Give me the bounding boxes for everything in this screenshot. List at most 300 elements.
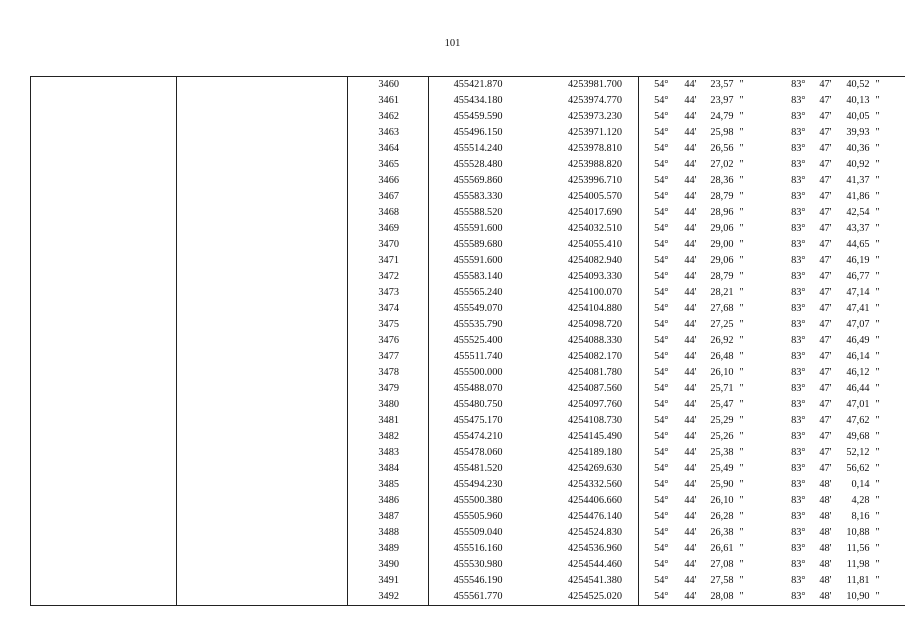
longitude-seconds-mark-cell: " <box>874 493 905 509</box>
longitude-minutes-cell: 47' <box>819 463 832 474</box>
longitude-seconds-cell: 40,36 <box>846 143 870 154</box>
point-number-cell: 3479 <box>348 381 429 397</box>
x-coordinate-cell: 455569.860 <box>453 175 503 186</box>
longitude-seconds-cell: 47,14 <box>846 287 870 298</box>
y-coordinate-cell: 4253996.710 <box>526 173 639 189</box>
y-coordinate-cell: 4254098.720 <box>526 317 639 333</box>
latitude-seconds-mark-cell: " <box>739 559 744 570</box>
longitude-degrees-cell: 83° <box>791 463 806 474</box>
latitude-seconds-mark-cell: " <box>739 447 744 458</box>
y-coordinate-cell: 4254088.330 <box>526 333 639 349</box>
longitude-seconds-mark-cell: " <box>874 173 905 189</box>
empty-cell-b <box>177 253 348 269</box>
table-row <box>31 413 905 429</box>
latitude-seconds-mark-cell: " <box>739 111 744 122</box>
point-number-cell: 3486 <box>348 493 429 509</box>
x-coordinate-cell: 455505.960 <box>453 511 503 522</box>
longitude-minutes-cell: 47' <box>819 239 832 250</box>
longitude-seconds-mark-cell: " <box>874 221 905 237</box>
empty-cell-a <box>31 77 177 94</box>
empty-cell-b <box>177 333 348 349</box>
latitude-degrees-cell: 54° <box>639 589 672 606</box>
empty-cell-a <box>31 365 177 381</box>
longitude-seconds-mark-cell: " <box>874 93 905 109</box>
latitude-seconds-mark-cell: " <box>739 95 744 106</box>
latitude-degrees-cell: 54° <box>654 431 669 442</box>
y-coordinate-cell: 4254524.830 <box>526 525 639 541</box>
latitude-seconds-mark-cell: " <box>739 207 744 218</box>
table-row <box>31 285 905 301</box>
longitude-degrees-cell: 83° <box>791 575 806 586</box>
latitude-minutes-cell: 44' <box>684 143 697 154</box>
y-coordinate-cell: 4254055.410 <box>526 237 639 253</box>
empty-cell-a <box>31 301 177 317</box>
longitude-seconds-mark-cell: " <box>874 141 905 157</box>
latitude-seconds-mark-cell: " <box>738 77 775 94</box>
latitude-minutes-cell: 44' <box>684 351 697 362</box>
longitude-seconds-cell: 40,92 <box>846 159 870 170</box>
latitude-degrees-cell: 54° <box>654 351 669 362</box>
latitude-seconds-cell: 27,08 <box>710 559 734 570</box>
longitude-seconds-cell: 8,16 <box>851 511 870 522</box>
latitude-seconds-mark-cell: " <box>739 399 744 410</box>
table-row <box>31 557 905 573</box>
latitude-seconds-cell: 24,79 <box>710 111 734 122</box>
empty-cell-b <box>177 93 348 109</box>
point-number-cell: 3490 <box>348 557 429 573</box>
latitude-seconds-cell: 27,68 <box>710 303 734 314</box>
longitude-minutes-cell: 47' <box>819 175 832 186</box>
latitude-degrees-cell: 54° <box>654 575 669 586</box>
longitude-degrees-cell: 83° <box>791 255 806 266</box>
empty-cell-a <box>31 349 177 365</box>
empty-cell-a <box>31 461 177 477</box>
empty-cell-a <box>31 413 177 429</box>
longitude-minutes-cell: 47' <box>819 335 832 346</box>
longitude-seconds-mark-cell: " <box>874 253 905 269</box>
longitude-minutes-cell: 47' <box>819 207 832 218</box>
latitude-minutes-cell: 44' <box>672 589 700 606</box>
point-number-cell: 3489 <box>348 541 429 557</box>
longitude-degrees-cell: 83° <box>791 143 806 154</box>
longitude-seconds-mark-cell: " <box>874 525 905 541</box>
longitude-degrees-cell: 83° <box>791 95 806 106</box>
y-coordinate-cell: 4253988.820 <box>526 157 639 173</box>
x-coordinate-cell: 455421.870 <box>429 77 526 94</box>
latitude-seconds-cell: 28,36 <box>710 175 734 186</box>
longitude-degrees-cell: 83° <box>791 447 806 458</box>
x-coordinate-cell: 455589.680 <box>453 239 503 250</box>
longitude-seconds-cell: 52,12 <box>846 447 870 458</box>
latitude-minutes-cell: 44' <box>684 223 697 234</box>
point-number-cell: 3469 <box>348 221 429 237</box>
table-row <box>31 77 905 94</box>
table-row <box>31 333 905 349</box>
latitude-seconds-mark-cell: " <box>739 319 744 330</box>
latitude-seconds-cell: 26,38 <box>710 527 734 538</box>
latitude-minutes-cell: 44' <box>684 207 697 218</box>
longitude-minutes-cell: 47' <box>819 95 832 106</box>
longitude-seconds-cell: 47,01 <box>846 399 870 410</box>
longitude-degrees-cell: 83° <box>791 271 806 282</box>
latitude-minutes-cell: 44' <box>684 399 697 410</box>
longitude-seconds-mark-cell: " <box>874 157 905 173</box>
point-number-cell: 3484 <box>348 461 429 477</box>
page-number: 101 <box>444 38 461 49</box>
table-row <box>31 269 905 285</box>
latitude-seconds-mark-cell: " <box>739 351 744 362</box>
empty-cell-b <box>177 221 348 237</box>
empty-cell-a <box>31 173 177 189</box>
table-row <box>31 253 905 269</box>
y-coordinate-cell: 4254476.140 <box>526 509 639 525</box>
y-coordinate-cell: 4254145.490 <box>526 429 639 445</box>
empty-cell-b <box>177 573 348 589</box>
longitude-degrees-cell: 83° <box>791 191 806 202</box>
x-coordinate-cell: 455588.520 <box>453 207 503 218</box>
latitude-minutes-cell: 44' <box>684 511 697 522</box>
latitude-degrees-cell: 54° <box>654 271 669 282</box>
x-coordinate-cell: 455528.480 <box>453 159 503 170</box>
longitude-degrees-cell: 83° <box>791 223 806 234</box>
longitude-seconds-mark-cell: " <box>874 237 905 253</box>
x-coordinate-cell: 455509.040 <box>453 527 503 538</box>
longitude-degrees-cell: 83° <box>775 589 809 606</box>
empty-cell-a <box>31 477 177 493</box>
table-row <box>31 93 905 109</box>
y-coordinate-cell: 4254087.560 <box>526 381 639 397</box>
empty-cell-b <box>177 109 348 125</box>
latitude-seconds-mark-cell: " <box>738 589 775 606</box>
point-number-cell: 3478 <box>348 365 429 381</box>
table-row <box>31 525 905 541</box>
coordinates-table <box>30 76 905 606</box>
longitude-minutes-cell: 47' <box>819 431 832 442</box>
point-number-cell: 3467 <box>348 189 429 205</box>
latitude-seconds-mark-cell: " <box>739 527 744 538</box>
longitude-seconds-cell: 43,37 <box>846 223 870 234</box>
empty-cell-a <box>31 205 177 221</box>
latitude-seconds-mark-cell: " <box>739 127 744 138</box>
table-row <box>31 221 905 237</box>
latitude-seconds-mark-cell: " <box>739 479 744 490</box>
latitude-degrees-cell: 54° <box>654 207 669 218</box>
empty-cell-a <box>31 317 177 333</box>
longitude-minutes-cell: 47' <box>819 271 832 282</box>
y-coordinate-cell: 4254005.570 <box>526 189 639 205</box>
empty-cell-b <box>177 157 348 173</box>
latitude-seconds-cell: 27,25 <box>710 319 734 330</box>
empty-cell-a <box>31 573 177 589</box>
longitude-degrees-cell: 83° <box>791 111 806 122</box>
longitude-degrees-cell: 83° <box>791 543 806 554</box>
empty-cell-b <box>177 77 348 94</box>
latitude-minutes-cell: 44' <box>684 559 697 570</box>
latitude-seconds-cell: 26,92 <box>710 335 734 346</box>
latitude-seconds-cell: 28,79 <box>710 271 734 282</box>
empty-cell-a <box>31 269 177 285</box>
empty-cell-b <box>177 237 348 253</box>
latitude-minutes-cell: 44' <box>684 127 697 138</box>
empty-cell-b <box>177 557 348 573</box>
y-coordinate-cell: 4254541.380 <box>526 573 639 589</box>
latitude-seconds-mark-cell: " <box>739 511 744 522</box>
empty-cell-a <box>31 541 177 557</box>
latitude-seconds-cell: 27,02 <box>710 159 734 170</box>
latitude-degrees-cell: 54° <box>639 77 672 94</box>
empty-cell-b <box>177 349 348 365</box>
point-number-cell: 3485 <box>348 477 429 493</box>
latitude-minutes-cell: 44' <box>672 77 700 94</box>
latitude-minutes-cell: 44' <box>684 255 697 266</box>
latitude-minutes-cell: 44' <box>684 543 697 554</box>
latitude-minutes-cell: 44' <box>684 367 697 378</box>
latitude-minutes-cell: 44' <box>684 479 697 490</box>
empty-cell-b <box>177 381 348 397</box>
empty-cell-b <box>177 317 348 333</box>
longitude-seconds-mark-cell: " <box>874 429 905 445</box>
latitude-minutes-cell: 44' <box>684 111 697 122</box>
empty-cell-a <box>31 157 177 173</box>
y-coordinate-cell: 4254104.880 <box>526 301 639 317</box>
longitude-seconds-mark-cell: " <box>874 125 905 141</box>
latitude-seconds-cell: 25,49 <box>710 463 734 474</box>
latitude-degrees-cell: 54° <box>654 255 669 266</box>
y-coordinate-cell: 4254082.940 <box>526 253 639 269</box>
empty-cell-a <box>31 189 177 205</box>
y-coordinate-cell: 4254082.170 <box>526 349 639 365</box>
latitude-seconds-mark-cell: " <box>739 159 744 170</box>
y-coordinate-cell: 4254108.730 <box>526 413 639 429</box>
table-row <box>31 429 905 445</box>
longitude-seconds-mark-cell: " <box>874 77 905 94</box>
empty-cell-a <box>31 285 177 301</box>
longitude-seconds-cell: 41,37 <box>846 175 870 186</box>
longitude-minutes-cell: 47' <box>819 319 832 330</box>
x-coordinate-cell: 455530.980 <box>453 559 503 570</box>
table-row <box>31 573 905 589</box>
latitude-seconds-cell: 26,48 <box>710 351 734 362</box>
longitude-seconds-mark-cell: " <box>874 509 905 525</box>
longitude-minutes-cell: 48' <box>819 511 832 522</box>
longitude-minutes-cell: 47' <box>819 447 832 458</box>
longitude-seconds-mark-cell: " <box>874 557 905 573</box>
y-coordinate-cell: 4254525.020 <box>526 589 639 606</box>
latitude-minutes-cell: 44' <box>684 287 697 298</box>
latitude-seconds-mark-cell: " <box>739 543 744 554</box>
longitude-minutes-cell: 47' <box>819 127 832 138</box>
latitude-seconds-mark-cell: " <box>739 335 744 346</box>
longitude-degrees-cell: 83° <box>791 287 806 298</box>
latitude-seconds-cell: 25,38 <box>710 447 734 458</box>
longitude-seconds-cell: 46,44 <box>846 383 870 394</box>
longitude-seconds-mark-cell: " <box>874 109 905 125</box>
longitude-degrees-cell: 83° <box>791 479 806 490</box>
empty-cell-a <box>31 525 177 541</box>
point-number-cell: 3492 <box>348 589 429 606</box>
longitude-minutes-cell: 48' <box>809 589 834 606</box>
empty-cell-b <box>177 141 348 157</box>
longitude-degrees-cell: 83° <box>791 431 806 442</box>
latitude-seconds-cell: 27,58 <box>710 575 734 586</box>
longitude-degrees-cell: 83° <box>775 77 809 94</box>
latitude-seconds-mark-cell: " <box>739 463 744 474</box>
empty-cell-a <box>31 237 177 253</box>
latitude-seconds-mark-cell: " <box>739 383 744 394</box>
latitude-seconds-cell: 29,00 <box>710 239 734 250</box>
latitude-degrees-cell: 54° <box>654 543 669 554</box>
longitude-seconds-cell: 47,41 <box>846 303 870 314</box>
longitude-minutes-cell: 47' <box>819 367 832 378</box>
table-row <box>31 141 905 157</box>
longitude-seconds-mark-cell: " <box>874 461 905 477</box>
point-number-cell: 3476 <box>348 333 429 349</box>
longitude-seconds-cell: 11,81 <box>846 575 870 586</box>
empty-cell-b <box>177 365 348 381</box>
longitude-seconds-cell: 44,65 <box>846 239 870 250</box>
point-number-cell: 3465 <box>348 157 429 173</box>
latitude-seconds-cell: 28,96 <box>710 207 734 218</box>
longitude-seconds-mark-cell: " <box>874 349 905 365</box>
empty-cell-a <box>31 141 177 157</box>
table-row <box>31 109 905 125</box>
point-number-cell: 3488 <box>348 525 429 541</box>
empty-cell-a <box>31 557 177 573</box>
latitude-seconds-cell: 25,47 <box>710 399 734 410</box>
point-number-cell: 3471 <box>348 253 429 269</box>
point-number-cell: 3477 <box>348 349 429 365</box>
latitude-degrees-cell: 54° <box>654 223 669 234</box>
longitude-seconds-mark-cell: " <box>874 285 905 301</box>
x-coordinate-cell: 455549.070 <box>453 303 503 314</box>
empty-cell-b <box>177 413 348 429</box>
x-coordinate-cell: 455494.230 <box>453 479 503 490</box>
empty-cell-b <box>177 541 348 557</box>
longitude-minutes-cell: 47' <box>819 399 832 410</box>
empty-cell-b <box>177 189 348 205</box>
latitude-degrees-cell: 54° <box>654 319 669 330</box>
point-number-cell: 3461 <box>348 93 429 109</box>
latitude-seconds-mark-cell: " <box>739 431 744 442</box>
table-row <box>31 509 905 525</box>
longitude-seconds-cell: 49,68 <box>846 431 870 442</box>
longitude-seconds-cell: 42,54 <box>846 207 870 218</box>
table-row <box>31 157 905 173</box>
y-coordinate-cell: 4254544.460 <box>526 557 639 573</box>
x-coordinate-cell: 455500.380 <box>453 495 503 506</box>
longitude-degrees-cell: 83° <box>791 239 806 250</box>
latitude-degrees-cell: 54° <box>654 287 669 298</box>
table-row <box>31 381 905 397</box>
x-coordinate-cell: 455591.600 <box>453 255 503 266</box>
latitude-seconds-mark-cell: " <box>739 143 744 154</box>
longitude-degrees-cell: 83° <box>791 367 806 378</box>
longitude-seconds-mark-cell: " <box>874 205 905 221</box>
longitude-minutes-cell: 48' <box>819 543 832 554</box>
empty-cell-b <box>177 125 348 141</box>
empty-cell-b <box>177 301 348 317</box>
longitude-seconds-cell: 47,07 <box>846 319 870 330</box>
latitude-minutes-cell: 44' <box>684 303 697 314</box>
longitude-degrees-cell: 83° <box>791 335 806 346</box>
latitude-degrees-cell: 54° <box>654 527 669 538</box>
latitude-degrees-cell: 54° <box>654 175 669 186</box>
longitude-seconds-mark-cell: " <box>874 397 905 413</box>
empty-cell-b <box>177 269 348 285</box>
longitude-degrees-cell: 83° <box>791 559 806 570</box>
x-coordinate-cell: 455565.240 <box>453 287 503 298</box>
empty-cell-b <box>177 285 348 301</box>
x-coordinate-cell: 455514.240 <box>453 143 503 154</box>
longitude-seconds-mark-cell: " <box>874 573 905 589</box>
empty-cell-b <box>177 509 348 525</box>
latitude-seconds-mark-cell: " <box>739 223 744 234</box>
empty-cell-a <box>31 509 177 525</box>
latitude-degrees-cell: 54° <box>654 111 669 122</box>
x-coordinate-cell: 455546.190 <box>453 575 503 586</box>
x-coordinate-cell: 455459.590 <box>453 111 503 122</box>
x-coordinate-cell: 455474.210 <box>453 431 503 442</box>
y-coordinate-cell: 4254269.630 <box>526 461 639 477</box>
x-coordinate-cell: 455480.750 <box>453 399 503 410</box>
latitude-minutes-cell: 44' <box>684 335 697 346</box>
latitude-seconds-cell: 25,98 <box>710 127 734 138</box>
longitude-seconds-cell: 11,56 <box>846 543 870 554</box>
latitude-seconds-cell: 23,97 <box>710 95 734 106</box>
empty-cell-a <box>31 493 177 509</box>
empty-cell-b <box>177 589 348 606</box>
latitude-minutes-cell: 44' <box>684 271 697 282</box>
longitude-seconds-cell: 10,88 <box>846 527 870 538</box>
latitude-minutes-cell: 44' <box>684 431 697 442</box>
latitude-seconds-cell: 23,57 <box>700 77 738 94</box>
longitude-degrees-cell: 83° <box>791 207 806 218</box>
longitude-seconds-mark-cell: " <box>874 365 905 381</box>
table-row <box>31 365 905 381</box>
longitude-degrees-cell: 83° <box>791 383 806 394</box>
y-coordinate-cell: 4253973.230 <box>526 109 639 125</box>
empty-cell-a <box>31 109 177 125</box>
longitude-seconds-mark-cell: " <box>874 381 905 397</box>
longitude-minutes-cell: 47' <box>819 143 832 154</box>
table-row <box>31 397 905 413</box>
point-number-cell: 3475 <box>348 317 429 333</box>
table-row <box>31 125 905 141</box>
table-row <box>31 317 905 333</box>
x-coordinate-cell: 455488.070 <box>453 383 503 394</box>
y-coordinate-cell: 4254097.760 <box>526 397 639 413</box>
longitude-seconds-mark-cell: " <box>874 413 905 429</box>
table-row <box>31 541 905 557</box>
point-number-cell: 3472 <box>348 269 429 285</box>
latitude-minutes-cell: 44' <box>684 463 697 474</box>
longitude-minutes-cell: 47' <box>819 159 832 170</box>
longitude-degrees-cell: 83° <box>791 159 806 170</box>
longitude-degrees-cell: 83° <box>791 319 806 330</box>
coordinates-table-body <box>31 77 905 606</box>
longitude-minutes-cell: 48' <box>819 479 832 490</box>
latitude-degrees-cell: 54° <box>654 127 669 138</box>
latitude-degrees-cell: 54° <box>654 303 669 314</box>
longitude-seconds-cell: 46,49 <box>846 335 870 346</box>
table-row <box>31 589 905 606</box>
latitude-degrees-cell: 54° <box>654 479 669 490</box>
latitude-seconds-cell: 28,21 <box>710 287 734 298</box>
longitude-seconds-cell: 40,05 <box>846 111 870 122</box>
longitude-seconds-cell: 46,19 <box>846 255 870 266</box>
longitude-seconds-mark-cell: " <box>874 477 905 493</box>
longitude-degrees-cell: 83° <box>791 399 806 410</box>
